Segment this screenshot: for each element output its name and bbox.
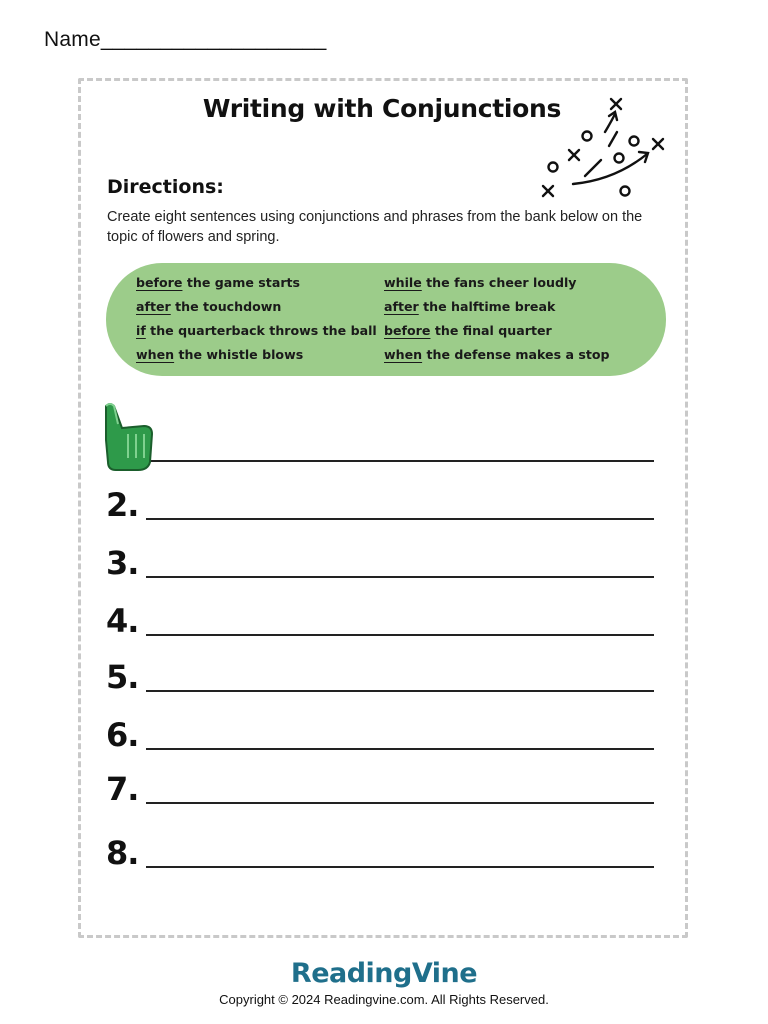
answer-number: 6.	[106, 716, 139, 754]
word-bank-phrase: after the touchdown	[136, 299, 282, 314]
word-bank-phrase: when the whistle blows	[136, 347, 304, 362]
answer-line[interactable]	[146, 634, 654, 636]
answer-row[interactable]	[104, 824, 664, 874]
directions-heading: Directions:	[107, 176, 224, 198]
answer-number: 2.	[106, 486, 139, 524]
answer-row[interactable]	[104, 648, 664, 698]
directions-text: Create eight sentences using conjunctions and phrases from the bank below on the topic of flowers and spring.	[107, 209, 643, 245]
answer-number: 7.	[106, 770, 139, 808]
word-bank	[106, 263, 666, 376]
answer-row[interactable]	[104, 760, 664, 810]
answer-number: 3.	[106, 544, 139, 582]
brand-logo: ReadingVine	[290, 958, 478, 989]
name-field-label: Name___________________	[44, 28, 327, 51]
answer-row[interactable]	[104, 534, 664, 584]
answer-line[interactable]	[146, 748, 654, 750]
word-bank-phrase: before the final quarter	[384, 323, 552, 338]
word-bank-phrase: if the quarterback throws the ball	[136, 323, 377, 338]
answer-line[interactable]	[146, 802, 654, 804]
word-bank-phrase: while the fans cheer loudly	[384, 275, 577, 290]
answer-line[interactable]	[146, 518, 654, 520]
answer-number: 4.	[106, 602, 139, 640]
answer-line[interactable]	[146, 690, 654, 692]
worksheet-title: Writing with Conjunctions	[202, 94, 562, 123]
word-bank-right-column	[384, 273, 610, 369]
copyright-text: Copyright © 2024 Readingvine.com. All Rights Reserved.	[219, 992, 549, 1007]
answer-row[interactable]	[104, 418, 664, 468]
answer-number: 5.	[106, 658, 139, 696]
answer-number: 8.	[106, 834, 139, 872]
answer-row[interactable]	[104, 706, 664, 756]
answer-line[interactable]	[146, 576, 654, 578]
answer-line[interactable]	[146, 460, 654, 462]
word-bank-phrase: when the defense makes a stop	[384, 347, 610, 362]
foam-finger-icon	[100, 400, 156, 474]
answer-row[interactable]	[104, 592, 664, 642]
word-bank-left-column	[136, 273, 377, 369]
word-bank-phrase: before the game starts	[136, 275, 301, 290]
football-play-diagram-icon	[535, 94, 670, 202]
answer-line[interactable]	[146, 866, 654, 868]
answer-row[interactable]	[104, 476, 664, 526]
word-bank-phrase: after the halftime break	[384, 299, 556, 314]
